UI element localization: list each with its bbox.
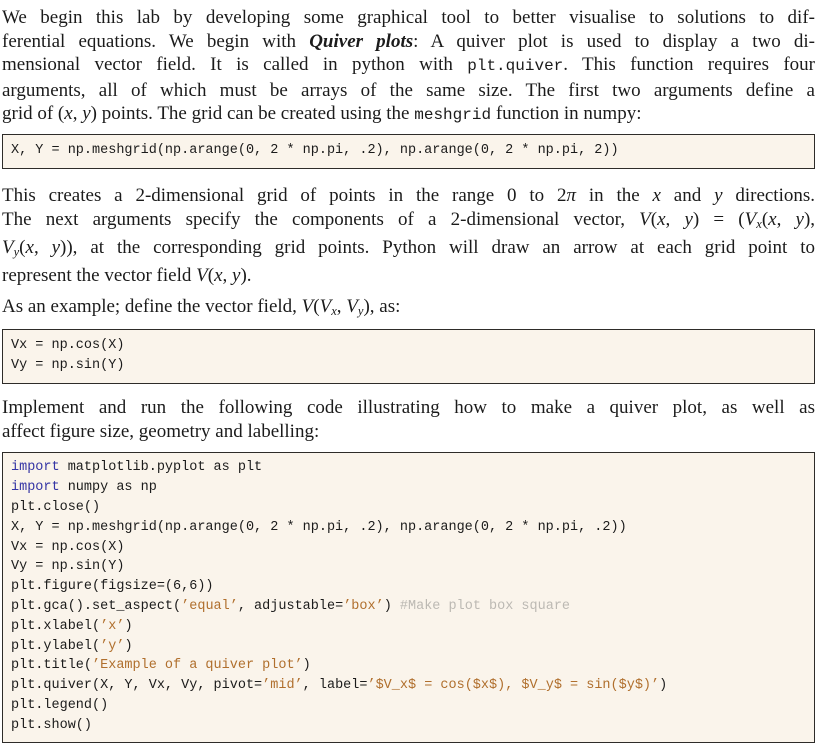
- text-segment: V: [744, 208, 757, 230]
- code-line: [11, 716, 806, 736]
- code-text: plt.legend(): [11, 697, 109, 713]
- text-segment: V: [639, 208, 651, 230]
- code-line: [11, 676, 806, 696]
- text-line: [2, 53, 815, 79]
- text-segment: grid of (: [2, 103, 65, 125]
- code-comment: #Make plot box square: [399, 598, 571, 614]
- text-segment: (: [761, 208, 769, 230]
- paragraph: [2, 6, 815, 128]
- code-text: ): [383, 598, 400, 614]
- text-segment: y: [357, 303, 364, 318]
- code-text: , adjustable=: [237, 598, 344, 614]
- code-text: ): [124, 618, 133, 634]
- text-segment: π: [566, 184, 577, 206]
- text-segment: y: [51, 236, 61, 258]
- code-string: ’box’: [343, 598, 384, 614]
- inline-code: meshgrid: [414, 106, 492, 125]
- code-text: ): [124, 638, 133, 654]
- code-text: matplotlib.pyplot as plt: [59, 460, 263, 476]
- text-line: [2, 420, 815, 444]
- code-block: [2, 134, 815, 169]
- text-segment: We begin this lab by developing some graphical tool to better visualise to solutions to dif-: [2, 7, 815, 28]
- text-segment: ,: [33, 236, 52, 258]
- text-segment: The next arguments specify the components of a 2-dimensional vector,: [2, 208, 640, 230]
- text-segment: directions.: [722, 184, 816, 206]
- text-segment: )), at the corresponding grid points. Python will draw an arrow at each grid point to: [60, 236, 815, 258]
- text-segment: V: [301, 295, 314, 317]
- code-line: [11, 458, 806, 478]
- code-text: plt.close(): [11, 499, 101, 515]
- text-segment: affect figure size, geometry and labelling:: [2, 420, 320, 442]
- text-line: [2, 295, 815, 323]
- code-text: plt.ylabel(: [11, 638, 101, 654]
- code-line: [11, 141, 806, 161]
- paragraph: [2, 184, 815, 288]
- code-line: [11, 478, 806, 498]
- code-string: ’Example of a quiver plot’: [92, 658, 303, 674]
- text-segment: x: [768, 208, 777, 230]
- text-segment: x: [756, 216, 762, 231]
- text-segment: ) = (: [692, 208, 745, 230]
- text-segment: ,: [222, 265, 233, 287]
- text-segment: V: [196, 265, 208, 287]
- code-text: Vy = np.sin(Y): [11, 559, 125, 575]
- text-segment: y: [714, 184, 723, 206]
- code-block: [2, 329, 815, 384]
- code-line: [11, 656, 806, 676]
- text-segment: As an example; define the vector field,: [2, 295, 302, 317]
- text-segment: ,: [776, 208, 796, 230]
- text-segment: Implement and run the following code illustrating how to make a quiver plot, as well as: [2, 397, 815, 419]
- text-segment: (: [19, 236, 26, 258]
- text-segment: x: [64, 103, 73, 125]
- text-segment: : A quiver plot is used to display a two di-: [413, 30, 816, 52]
- code-text: numpy as np: [59, 480, 157, 496]
- code-text: plt.title(: [11, 658, 93, 674]
- code-text: ): [302, 658, 311, 674]
- text-segment: (: [313, 295, 320, 317]
- text-segment: x: [652, 184, 661, 206]
- code-string: ’x’: [100, 618, 125, 634]
- text-segment: x: [657, 208, 666, 230]
- code-keyword: import: [11, 460, 60, 476]
- text-segment: and: [660, 184, 715, 206]
- code-text: plt.xlabel(: [11, 618, 101, 634]
- code-text: Vy = np.sin(Y): [11, 358, 125, 374]
- text-segment: mensional vector field. It is called in python with: [2, 54, 468, 76]
- text-segment: y: [232, 265, 241, 287]
- text-segment: ), as:: [363, 295, 401, 317]
- code-block: [2, 452, 815, 742]
- text-segment: y: [795, 208, 804, 230]
- text-line: [2, 79, 815, 103]
- text-segment: arguments, all of which must be arrays of the same size. The first two arguments define a: [2, 79, 815, 101]
- code-text: X, Y = np.meshgrid(np.arange(0, 2 * np.pi, .2), np.arange(0, 2 * np.pi, .2)): [11, 519, 627, 535]
- code-text: plt.quiver(X, Y, Vx, Vy, pivot=: [11, 678, 263, 694]
- text-segment: ).: [240, 265, 252, 287]
- paragraph: [2, 396, 815, 443]
- text-line: [2, 208, 815, 236]
- code-string: ’$V_x$ = cos($x$), $V_y$ = sin($y$)’: [367, 678, 660, 694]
- inline-code: plt.quiver: [467, 57, 564, 76]
- text-segment: (: [650, 208, 658, 230]
- code-text: plt.gca().set_aspect(: [11, 598, 182, 614]
- code-line: [11, 498, 806, 518]
- text-segment: x: [214, 265, 223, 287]
- code-line: [11, 336, 806, 356]
- text-line: [2, 184, 815, 208]
- text-segment: . This function requires four: [563, 54, 816, 76]
- text-segment: function in numpy:: [491, 103, 642, 125]
- code-text: plt.show(): [11, 717, 93, 733]
- text-segment: y: [684, 208, 693, 230]
- text-segment: ,: [72, 103, 83, 125]
- document-page: [2, 6, 815, 743]
- code-keyword: import: [11, 480, 60, 496]
- code-text: Vx = np.cos(X): [11, 338, 125, 354]
- text-line: [2, 6, 815, 30]
- code-string: ’equal’: [181, 598, 238, 614]
- text-line: [2, 30, 815, 54]
- text-segment: (: [207, 265, 215, 287]
- code-line: [11, 597, 806, 617]
- text-segment: Quiver plots: [309, 30, 414, 52]
- code-line: [11, 617, 806, 637]
- text-segment: represent the vector field: [2, 265, 197, 287]
- text-segment: ) points. The grid can be created using the: [90, 103, 415, 125]
- code-line: [11, 577, 806, 597]
- code-line: [11, 637, 806, 657]
- code-line: [11, 557, 806, 577]
- code-text: X, Y = np.meshgrid(np.arange(0, 2 * np.pi, .2), np.arange(0, 2 * np.pi, 2)): [11, 142, 619, 158]
- code-text: , label=: [302, 678, 368, 694]
- text-segment: V: [319, 295, 332, 317]
- code-line: [11, 356, 806, 376]
- text-segment: V: [2, 236, 14, 258]
- text-segment: ,: [665, 208, 685, 230]
- code-text: plt.figure(figsize=(6,6)): [11, 579, 214, 595]
- text-segment: ),: [803, 208, 816, 230]
- code-text: ): [659, 678, 668, 694]
- text-segment: x: [25, 236, 34, 258]
- text-segment: in the: [576, 184, 653, 206]
- text-segment: ferential equations. We begin with: [2, 30, 310, 52]
- text-segment: x: [331, 303, 337, 318]
- text-segment: This creates a 2-dimensional grid of points in the range 0 to 2: [2, 184, 567, 206]
- text-segment: ,: [336, 295, 347, 317]
- text-segment: V: [346, 295, 358, 317]
- code-string: ’mid’: [262, 678, 303, 694]
- code-line: [11, 518, 806, 538]
- text-line: [2, 236, 815, 264]
- code-line: [11, 696, 806, 716]
- code-line: [11, 538, 806, 558]
- paragraph: [2, 295, 815, 323]
- text-line: [2, 396, 815, 420]
- text-line: [2, 264, 815, 288]
- text-line: [2, 102, 815, 128]
- code-string: ’y’: [100, 638, 125, 654]
- text-segment: y: [82, 103, 91, 125]
- text-segment: y: [13, 244, 20, 259]
- code-text: Vx = np.cos(X): [11, 539, 125, 555]
